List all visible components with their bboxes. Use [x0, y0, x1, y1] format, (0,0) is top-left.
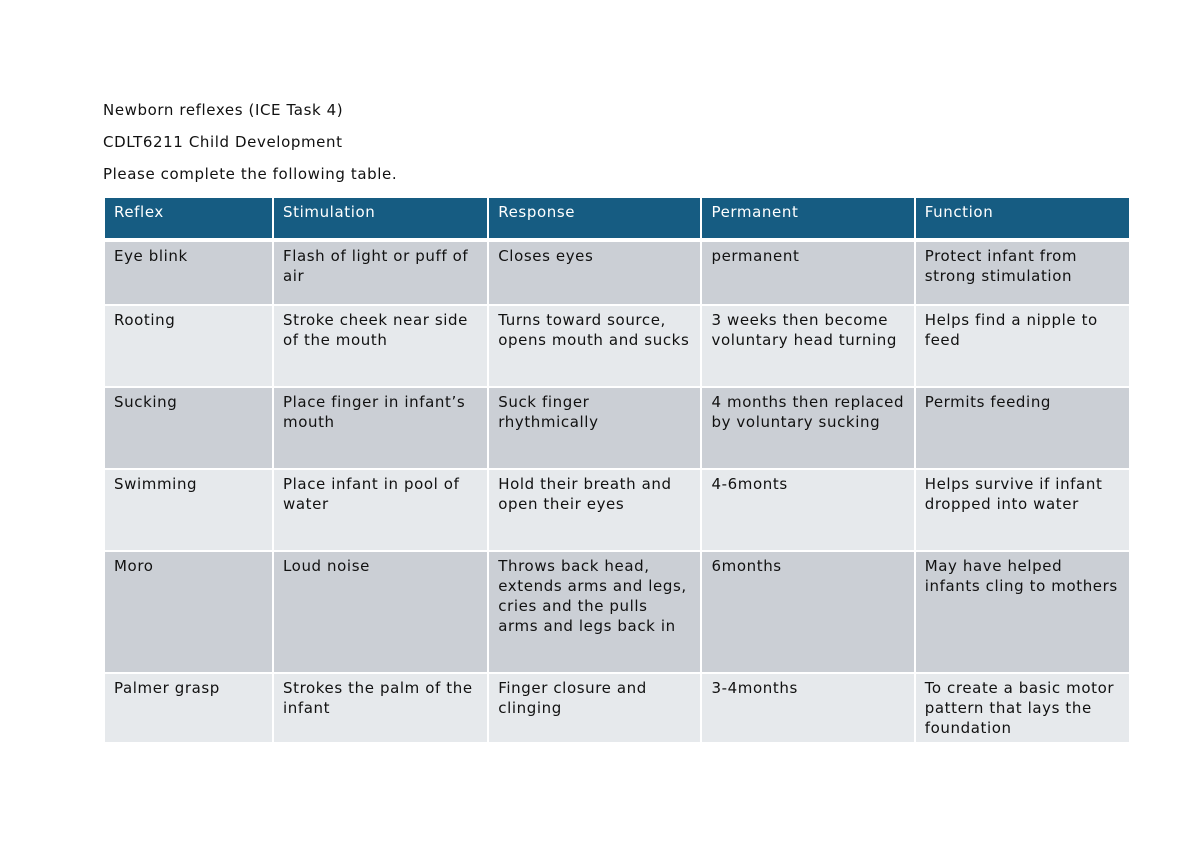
cell-stimulation: Strokes the palm of the infant [274, 674, 487, 742]
table-row [105, 388, 1129, 468]
cell-response: Finger closure and clinging [489, 674, 700, 742]
cell-stimulation: Loud noise [274, 552, 487, 672]
cell-stimulation: Flash of light or puff of air [274, 242, 487, 304]
cell-permanent: permanent [702, 242, 913, 304]
cell-response: Closes eyes [489, 242, 700, 304]
cell-reflex: Sucking [105, 388, 272, 468]
header-stimulation: Stimulation [274, 198, 487, 238]
reflex-table [103, 196, 1131, 744]
table-row [105, 674, 1129, 742]
header-response: Response [489, 198, 700, 238]
cell-function: To create a basic motor pattern that lays the foundation [916, 674, 1129, 742]
cell-function: Helps find a nipple to feed [916, 306, 1129, 386]
table-row [105, 470, 1129, 550]
cell-function: Protect infant from strong stimulation [916, 242, 1129, 304]
cell-function: May have helped infants cling to mothers [916, 552, 1129, 672]
cell-stimulation: Stroke cheek near side of the mouth [274, 306, 487, 386]
cell-response: Suck finger rhythmically [489, 388, 700, 468]
cell-reflex: Moro [105, 552, 272, 672]
cell-response: Throws back head, extends arms and legs, cries and the pulls arms and legs back in [489, 552, 700, 672]
cell-reflex: Rooting [105, 306, 272, 386]
document-title: Newborn reflexes (ICE Task 4) [103, 101, 344, 119]
cell-stimulation: Place finger in infant’s mouth [274, 388, 487, 468]
cell-reflex: Swimming [105, 470, 272, 550]
cell-permanent: 3-4months [702, 674, 913, 742]
cell-stimulation: Place infant in pool of water [274, 470, 487, 550]
header-function: Function [916, 198, 1129, 238]
course-name: CDLT6211 Child Development [103, 133, 343, 151]
table-header-row [105, 198, 1129, 238]
cell-permanent: 3 weeks then become voluntary head turning [702, 306, 913, 386]
header-reflex: Reflex [105, 198, 272, 238]
cell-function: Permits feeding [916, 388, 1129, 468]
cell-response: Hold their breath and open their eyes [489, 470, 700, 550]
cell-response: Turns toward source, opens mouth and sucks [489, 306, 700, 386]
cell-permanent: 4-6monts [702, 470, 913, 550]
table-row [105, 242, 1129, 304]
table-row [105, 306, 1129, 386]
cell-permanent: 4 months then replaced by voluntary sucking [702, 388, 913, 468]
instruction-text: Please complete the following table. [103, 165, 398, 183]
header-permanent: Permanent [702, 198, 913, 238]
table-row [105, 552, 1129, 672]
cell-reflex: Palmer grasp [105, 674, 272, 742]
cell-permanent: 6months [702, 552, 913, 672]
cell-reflex: Eye blink [105, 242, 272, 304]
cell-function: Helps survive if infant dropped into water [916, 470, 1129, 550]
